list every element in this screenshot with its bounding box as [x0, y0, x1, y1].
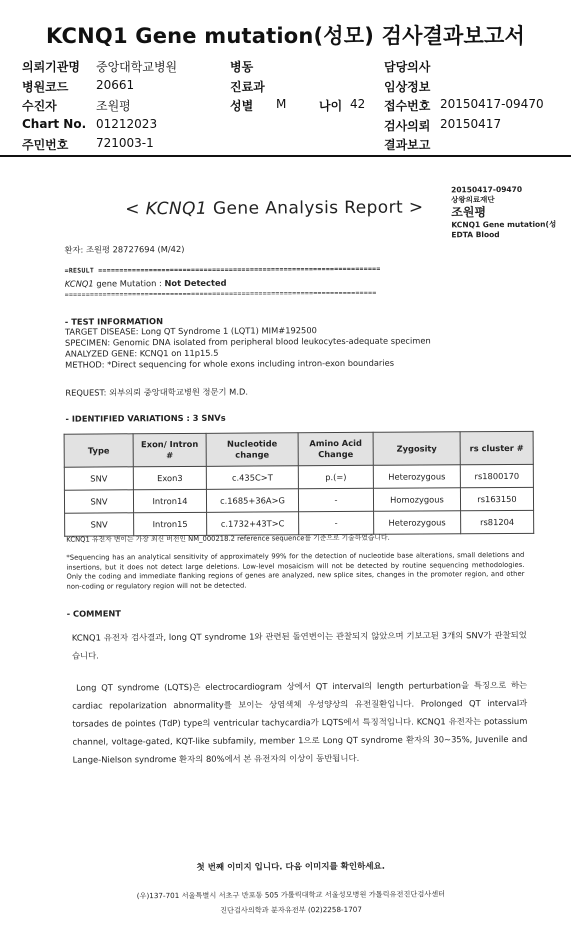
label-doctor: 담당의사	[384, 60, 431, 74]
cell-type: SNV	[64, 490, 133, 513]
test-info-heading: - TEST INFORMATION	[64, 316, 164, 327]
label-clinical-info: 임상정보	[384, 79, 431, 94]
value-resident-no: 721003-1	[96, 136, 154, 150]
value-institution: 중앙대학교병원	[96, 60, 178, 74]
sticker-test: KCNQ1 Gene mutation(성	[451, 219, 557, 230]
cell-amino: -	[299, 511, 374, 534]
cell-nucleotide: c.1732+43T>C	[207, 512, 299, 536]
cell-exon: Intron14	[133, 489, 206, 512]
patient-line: 환자: 조원평 28727694 (M/42)	[64, 243, 185, 255]
value-chart-no: 01212023	[96, 116, 158, 131]
col-nucleotide: Nucleotide change	[206, 433, 298, 467]
label-age: 나이	[319, 99, 343, 113]
comment-paragraph-2: Long QT syndrome (LQTS)은 electrocardiogram 상에서 QT interval의 length perturbation을 특징으로 하는 cardiac repolarization abnormality를 보이는 상염색체 우성양상의 유전질환입니다. Prolonged QT interval과 torsades de pointes (TdP) type의 ventricular tachycardia가 LQTS에서 특징적입니다. KCNQ1 유전자는 potassium channel, voltage-gated, KQT-like subfamily, member 1으로 Long QT syndrome 환자의 30~35%, Juvenile and Lange-Nielson syndrome 환자의 80%에서 본 유전자의 이상이 동반됩니다.	[72, 679, 528, 765]
value-hospital-code: 20661	[96, 77, 135, 92]
result-line	[65, 278, 227, 289]
header-row-1	[22, 58, 552, 78]
title-rest: Gene Analysis Report >	[207, 197, 424, 219]
label-request-date: 검사의뢰	[384, 118, 431, 133]
header-row-2	[22, 78, 552, 98]
col-zygosity: Zygosity	[373, 432, 460, 466]
footer-address-block	[18, 886, 563, 919]
header-row-3	[22, 97, 552, 117]
table-row	[64, 464, 533, 490]
sticker-specimen: EDTA Blood	[451, 230, 500, 240]
result-header: =RESULT ===================================================================	[64, 264, 381, 275]
value-age: 42	[350, 97, 366, 111]
sequencing-note: *Sequencing has an analytical sensitivity of approximately 99% for the detection of nucleotide base alterations, small deletions and insertions, but it does not detect large deletions. Low-level mosaicism will not be detected by routine sequencing methodologies. Only the coding and immediate flanking regions of genes are analyzed, new splice sites, changes in the promoter region, and other non-coding or regulatory region will not be detected.	[66, 550, 525, 591]
result-separator: ==========================================================================	[64, 288, 377, 299]
table-row	[65, 510, 534, 536]
col-amino-acid: Amino Acid Change	[298, 432, 373, 465]
value-sex: M	[276, 97, 287, 111]
cell-zygosity: Homozygous	[373, 488, 460, 512]
table-note: KCNQ1 유전자 변이는 가장 최신 버전인 NM_000218.2 reference sequence를 기준으로 기술하였습니다.	[66, 533, 390, 544]
target-disease: TARGET DISEASE: Long QT Syndrome 1 (LQT1) MIM#192500	[64, 325, 317, 337]
analyzed-gene: ANALYZED GENE: KCNQ1 on 11p15.5	[65, 347, 219, 359]
header-divider	[0, 155, 571, 157]
sticker-name: 조원평	[451, 205, 487, 220]
header-info-table	[22, 58, 552, 156]
label-result-report: 결과보고	[384, 138, 431, 152]
sticker-org: 상왕의료재단	[451, 195, 495, 205]
cell-type: SNV	[64, 467, 133, 490]
cell-nucleotide: c.1685+36A>G	[206, 489, 298, 513]
report-title: KCNQ1 Gene mutation(성모) 검사결과보고서	[45, 24, 525, 48]
label-hospital-code: 병원코드	[22, 79, 69, 94]
label-sex: 성별	[230, 99, 254, 113]
cell-zygosity: Heterozygous	[373, 465, 460, 489]
request: REQUEST: 외부의뢰 중앙대학교병원 정문기 M.D.	[65, 386, 249, 398]
value-request-date: 20150417	[440, 116, 502, 131]
label-resident-no: 주민번호	[22, 138, 69, 152]
cell-rs: rs1800170	[460, 464, 533, 487]
col-rs-cluster: rs cluster #	[460, 431, 533, 464]
cell-exon: Intron15	[134, 512, 207, 535]
comment-paragraph-1: KCNQ1 유전자 검사결과, long QT syndrome 1와 관련된 돌연변이는 관찰되지 않았으며 기보고된 3개의 SNV가 관찰되었습니다.	[71, 629, 527, 661]
variations-table-header	[64, 431, 533, 467]
cell-exon: Exon3	[133, 466, 206, 489]
method: METHOD: *Direct sequencing for whole exons including intron-exon boundaries	[65, 357, 395, 370]
value-patient: 조원평	[96, 99, 131, 113]
label-ward: 병동	[230, 60, 254, 74]
cell-rs: rs81204	[461, 510, 534, 533]
analysis-report-title	[125, 197, 423, 219]
label-institution: 의뢰기관명	[22, 60, 80, 74]
specimen: SPECIMEN: Genomic DNA isolated from peripheral blood leukocytes-adequate specimen	[65, 335, 431, 348]
label-department: 진료과	[230, 79, 265, 94]
footer-notice: 첫 번째 이미지 입니다. 다음 이미지를 확인하세요.	[196, 861, 385, 873]
cell-type: SNV	[65, 513, 134, 536]
cell-nucleotide: c.435C>T	[206, 466, 298, 490]
col-type: Type	[64, 434, 133, 467]
result-label: gene Mutation :	[93, 278, 165, 289]
cell-amino: -	[298, 488, 373, 511]
col-exon-intron: Exon/ Intron #	[133, 433, 206, 466]
label-patient: 수진자	[22, 99, 57, 113]
comment-heading: - COMMENT	[66, 608, 121, 619]
table-row	[64, 487, 533, 513]
sticker-receipt: 20150417-09470	[451, 184, 523, 195]
specimen-label-sticker	[451, 185, 556, 241]
result-gene: KCNQ1	[64, 278, 94, 289]
title-gene: KCNQ1	[145, 198, 208, 220]
header-row-5	[22, 136, 552, 156]
variations-table	[64, 431, 535, 537]
header-row-4	[22, 117, 552, 137]
result-value: Not Detected	[164, 277, 227, 289]
footer-address: (우)137-701 서울특별시 서초구 반포동 505 가톨릭대학교 서울성모병원 가톨릭유전진단검사센터	[136, 889, 446, 901]
title-open: <	[125, 199, 146, 220]
identified-variations-heading: - IDENTIFIED VARIATIONS : 3 SNVs	[65, 412, 226, 424]
cell-zygosity: Heterozygous	[374, 511, 461, 535]
label-chart-no: Chart No.	[22, 116, 87, 131]
value-receipt-no: 20150417-09470	[440, 97, 544, 111]
cell-rs: rs163150	[460, 487, 533, 510]
scanned-report-image	[14, 171, 564, 914]
cell-amino: p.(=)	[298, 465, 373, 488]
label-receipt-no: 접수번호	[384, 99, 431, 113]
footer-department: 진단검사의학과 분자유전부 (02)2258-1707	[220, 904, 362, 915]
